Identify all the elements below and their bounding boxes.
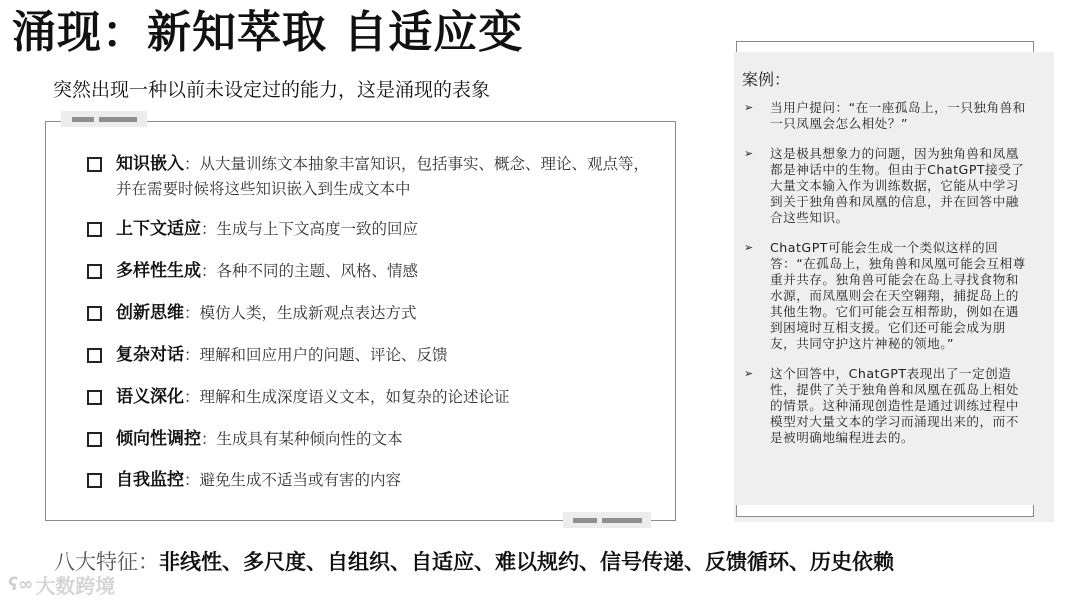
feature-item bbox=[87, 301, 662, 326]
page-subtitle: 突然出现一种以前未设定过的能力，这是涌现的表象 bbox=[53, 79, 491, 101]
checkbox-icon bbox=[87, 473, 102, 488]
arrow-bullet-icon: ➢ bbox=[744, 367, 754, 380]
feature-name: 上下文适应 bbox=[116, 219, 201, 239]
case-item bbox=[744, 240, 1029, 352]
logo-text: 大数跨境 bbox=[35, 574, 116, 598]
watermark-logo bbox=[8, 570, 115, 599]
feature-item bbox=[87, 343, 662, 368]
feature-name: 语义深化 bbox=[116, 387, 184, 407]
feature-item bbox=[87, 259, 662, 284]
case-text: 这个回答中，ChatGPT表现出了一定创造性，提供了关于独角兽和凤凰在孤岛上相处的情景。这种涌现创造性是通过训练过程中模型对大量文本的学习而涌现出来的，而不是被明确地编程进去的。 bbox=[770, 366, 1019, 445]
feature-desc: ：各种不同的主题、风格、情感 bbox=[201, 262, 419, 280]
checkbox-icon bbox=[87, 222, 102, 237]
feature-desc: ：模仿人类，生成新观点表达方式 bbox=[184, 304, 417, 322]
feature-item bbox=[87, 427, 662, 452]
case-text: ChatGPT可能会生成一个类似这样的回答：“在孤岛上，独角兽和凤凰可能会互相尊重并共存。独角兽可能会在岛上寻找食物和水源，而凤凰则会在天空翱翔，捕捉岛上的其他生物。它们可能会互相帮助，例如在遇到困境时互相支援。它们还可能会成为朋友，共同守护这片神秘的领地。” bbox=[770, 240, 1026, 351]
feature-item bbox=[87, 217, 662, 242]
feature-name: 创新思维 bbox=[116, 303, 184, 323]
feature-item bbox=[87, 152, 662, 202]
case-text: 这是极具想象力的问题，因为独角兽和凤凰都是神话中的生物。但由于ChatGPT接受了大量文本输入作为训练数据，它能从中学习到关于独角兽和凤凰的信息，并在回答中融合这些知识。 bbox=[770, 146, 1025, 225]
feature-name: 多样性生成 bbox=[116, 261, 201, 281]
checkbox-icon bbox=[87, 432, 102, 447]
feature-name: 知识嵌入 bbox=[116, 154, 184, 174]
feature-item bbox=[87, 385, 662, 410]
checkbox-icon bbox=[87, 390, 102, 405]
feature-desc: ：避免生成不适当或有害的内容 bbox=[184, 471, 402, 489]
eight-features bbox=[54, 546, 894, 576]
checkbox-icon bbox=[87, 306, 102, 321]
case-title: 案例： bbox=[742, 70, 791, 89]
eight-features-values: 非线性、多尺度、自组织、自适应、难以规约、信号传递、反馈循环、历史依赖 bbox=[159, 550, 894, 574]
arrow-bullet-icon: ➢ bbox=[744, 241, 754, 254]
feature-desc: ：生成与上下文高度一致的回应 bbox=[201, 220, 419, 238]
case-item bbox=[744, 146, 1029, 226]
case-text: 当用户提问：“在一座孤岛上，一只独角兽和一只凤凰会怎么相处？” bbox=[770, 100, 1026, 131]
feature-name: 倾向性调控 bbox=[116, 429, 201, 449]
case-list bbox=[744, 100, 1029, 460]
case-item bbox=[744, 366, 1029, 446]
feature-item bbox=[87, 468, 662, 493]
card-bottom-edge bbox=[736, 505, 1034, 517]
frame-decoration-bottom bbox=[563, 512, 651, 528]
page-title: 涌现：新知萃取 自适应变 bbox=[12, 7, 524, 58]
feature-desc: ：生成具有某种倾向性的文本 bbox=[201, 430, 403, 448]
eight-features-label: 八大特征： bbox=[54, 550, 159, 574]
logo-icon: ʕ∞ bbox=[8, 574, 34, 595]
checkbox-icon bbox=[87, 348, 102, 363]
checkbox-icon bbox=[87, 157, 102, 172]
checkbox-icon bbox=[87, 264, 102, 279]
frame-decoration-top bbox=[61, 111, 147, 127]
arrow-bullet-icon: ➢ bbox=[744, 101, 754, 114]
arrow-bullet-icon: ➢ bbox=[744, 147, 754, 160]
feature-desc: ：从大量训练文本抽象丰富知识，包括事实、概念、理论、观点等，并在需要时候将这些知识嵌入到生成文本中 bbox=[116, 155, 650, 198]
feature-desc: ：理解和回应用户的问题、评论、反馈 bbox=[184, 346, 448, 364]
feature-desc: ：理解和生成深度语义文本，如复杂的论述论证 bbox=[184, 388, 510, 406]
feature-name: 复杂对话 bbox=[116, 345, 184, 365]
case-item bbox=[744, 100, 1029, 132]
feature-name: 自我监控 bbox=[116, 470, 184, 490]
